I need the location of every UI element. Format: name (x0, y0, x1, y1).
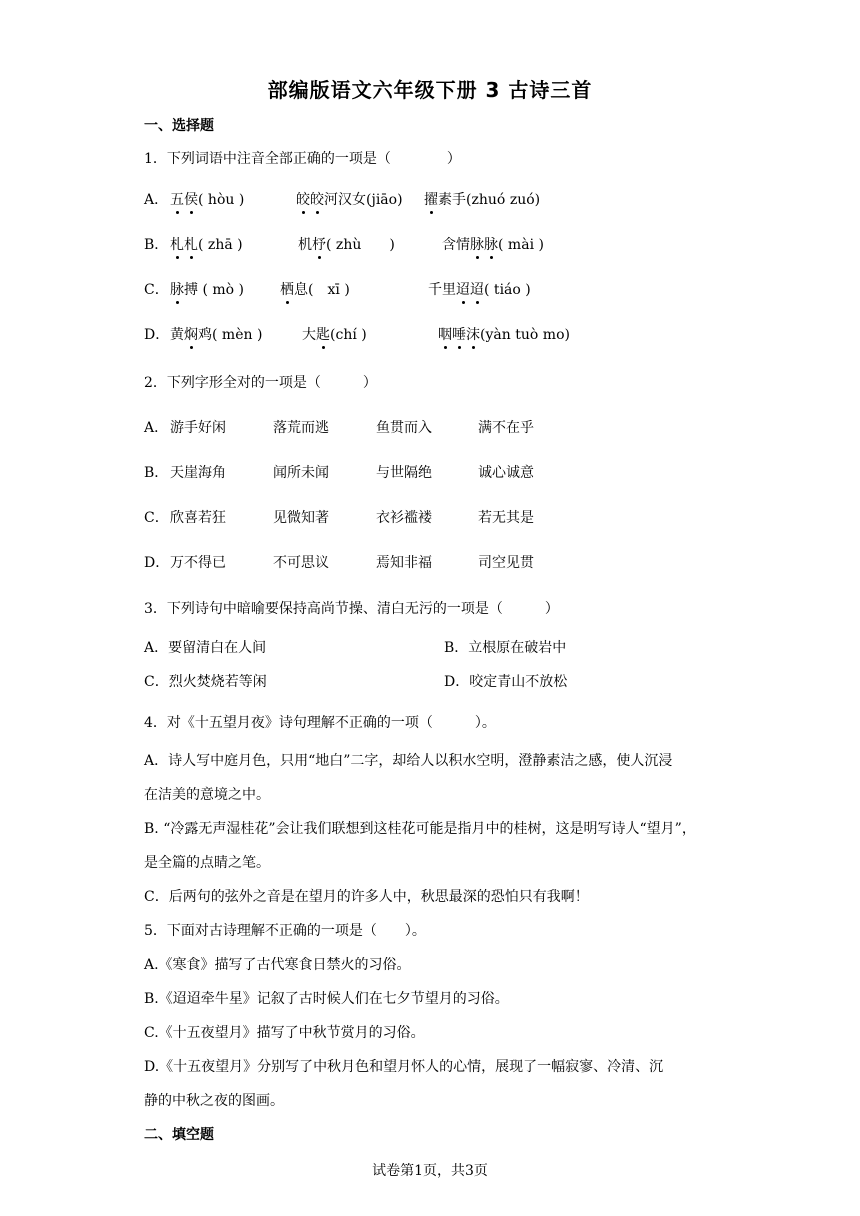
q2-option-a-1: 游手好闲 (170, 420, 226, 436)
q5-option-d-line-1: D.《十五夜望月》分别写了中秋月色和望月怀人的心情，展现了一幅寂寥、冷清、沉 (144, 1059, 664, 1075)
q2-option-d-2: 不可思议 (273, 555, 329, 571)
q2-option-b-2: 闻所未闻 (273, 465, 329, 481)
q1-option-b-1: 札札( zhā ) (170, 234, 243, 254)
q2-option-a-4: 满不在乎 (478, 420, 534, 436)
q2-option-d-4: 司空见贯 (478, 555, 534, 571)
q1-option-c-3: 千里迢迢( tiáo ) (428, 279, 531, 299)
q2-option-c-3: 衣衫褴褛 (376, 510, 432, 526)
q4-option-b-line-2: 是全篇的点睛之笔。 (144, 855, 270, 871)
page-footer: 试卷第1页，共3页 (372, 1163, 488, 1179)
q4-option-a-line-1: A．诗人写中庭月色，只用“地白”二字，却给人以积水空明，澄静素洁之感，使人沉浸 (144, 753, 673, 769)
q2-option-c-4: 若无其是 (478, 510, 534, 526)
q2-option-d-label: D． (144, 555, 170, 571)
q1-option-d-3: 咽唾沫(yàn tuò mo) (438, 324, 570, 344)
q2-option-c-2: 见微知著 (273, 510, 329, 526)
q1-option-a-label: A． (144, 192, 169, 208)
q2-option-b-4: 诚心诚意 (478, 465, 534, 481)
q5-option-c: C.《十五夜望月》描写了中秋节赏月的习俗。 (144, 1025, 425, 1041)
q2-option-d-3: 焉知非福 (376, 555, 432, 571)
q1-option-d-1: 黄焖鸡( mèn ) (170, 324, 262, 344)
section-heading-choice: 一、选择题 (144, 118, 214, 134)
question-3-stem: 3．下列诗句中暗喻要保持高尚节操、清白无污的一项是（ ） (144, 601, 559, 617)
q1-option-a-1: 五侯( hòu ) (170, 189, 244, 209)
q2-option-b-3: 与世隔绝 (376, 465, 432, 481)
q3-option-d: D．咬定青山不放松 (444, 674, 568, 690)
q4-option-a-line-2: 在洁美的意境之中。 (144, 787, 270, 803)
q5-option-a: A.《寒食》描写了古代寒食日禁火的习俗。 (144, 957, 411, 973)
q2-option-b-label: B． (144, 465, 169, 481)
q1-option-b-3: 含情脉脉( mài ) (442, 234, 544, 254)
question-2-stem: 2．下列字形全对的一项是（ ） (144, 375, 377, 391)
q1-option-d-2: 大匙(chí ) (302, 324, 367, 344)
q1-option-a-2: 皎皎河汉女(jiāo) (296, 189, 403, 209)
q5-option-d-line-2: 静的中秋之夜的图画。 (144, 1093, 284, 1109)
q3-option-c: C．烈火焚烧若等闲 (144, 674, 267, 690)
q1-option-d-label: D． (144, 327, 170, 343)
question-1-stem: 1．下列词语中注音全部正确的一项是（ ） (144, 151, 461, 167)
q2-option-a-2: 落荒而逃 (273, 420, 329, 436)
q1-option-c-2: 栖息( xī ) (280, 279, 350, 299)
q3-option-b: B．立根原在破岩中 (444, 640, 567, 656)
q5-option-b: B.《迢迢牵牛星》记叙了古时候人们在七夕节望月的习俗。 (144, 991, 509, 1007)
section-heading-fill-blank: 二、填空题 (144, 1127, 214, 1143)
q2-option-c-1: 欣喜若狂 (170, 510, 226, 526)
q1-option-c-1: 脉搏 ( mò ) (170, 279, 244, 299)
q2-option-d-1: 万不得已 (170, 555, 226, 571)
q1-option-b-2: 机杼( zhù ) (298, 234, 395, 254)
q4-option-c: C．后两句的弦外之音是在望月的许多人中，秋思最深的恐怕只有我啊！ (144, 889, 589, 905)
q1-option-b-label: B． (144, 237, 169, 253)
q3-option-a: A．要留清白在人间 (144, 640, 267, 656)
q2-option-c-label: C． (144, 510, 169, 526)
q4-option-b-line-1: B. “冷露无声湿桂花”会让我们联想到这桂花可能是指月中的桂树，这是明写诗人“望月”， (144, 821, 696, 837)
q2-option-a-3: 鱼贯而入 (376, 420, 432, 436)
page-title: 部编版语文六年级下册 3 古诗三首 (267, 78, 593, 102)
q1-option-c-label: C． (144, 282, 169, 298)
q2-option-a-label: A． (144, 420, 169, 436)
q2-option-b-1: 天崖海角 (170, 465, 226, 481)
question-4-stem: 4．对《十五望月夜》诗句理解不正确的一项（ ）。 (144, 715, 496, 731)
question-5-stem: 5．下面对古诗理解不正确的一项是（ ）。 (144, 923, 426, 939)
q1-option-a-3: 擢素手(zhuó zuó) (424, 189, 540, 209)
